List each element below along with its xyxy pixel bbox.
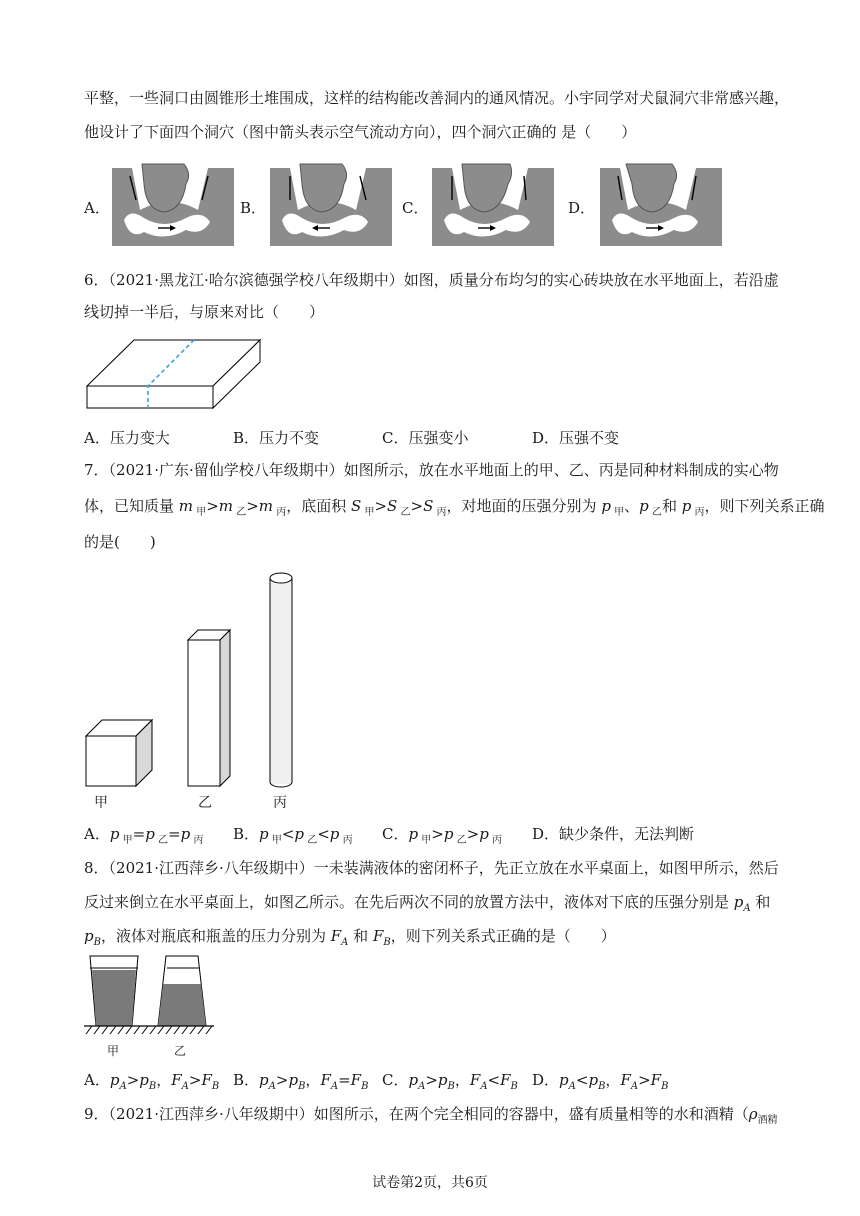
q7-text-line1: 7．（2021·广东·留仙学校八年级期中）如图所示，放在水平地面上的甲、乙、丙是同种材料制成的实心物 <box>84 461 779 479</box>
burrow-figure-d <box>598 160 724 248</box>
q7-label-yi: 乙 <box>198 795 212 811</box>
q5-option-b-label: B． <box>240 199 267 217</box>
q7-option-d: D．缺少条件，无法判断 <box>532 825 695 843</box>
q8-option-c: C．$p_A>p_B$，$F_A<F_B$ <box>382 1071 518 1092</box>
q6-text-line1: 6．（2021·黑龙江·哈尔滨德强学校八年级期中）如图，质量分布均匀的实心砖块放在水平地面上，若沿虚 <box>84 271 779 289</box>
q6-option-d: D．压强不变 <box>532 429 620 447</box>
q7-option-a: A．p $_甲$=p $_乙$=p $_丙$ <box>84 825 204 846</box>
q6-option-b: B．压力不变 <box>233 429 320 447</box>
q8-text-line3: $p_B$，液体对瓶底和瓶盖的压力分别为 $F_A$ 和 $F_B$，则下列关系式正确的是（ ） <box>84 927 616 948</box>
q8-text-line2: 反过来倒立在水平桌面上，如图乙所示。在先后两次不同的放置方法中，液体对下底的压强分别是 $p_A$ 和 <box>84 893 771 914</box>
q7-text-line3: 的是( ) <box>84 533 156 551</box>
q5-text-line1: 平整，一些洞口由圆锥形土堆围成，这样的结构能改善洞内的通风情况。小宇同学对犬鼠洞穴非常感兴趣， <box>84 89 790 107</box>
q8-label-jia: 甲 <box>107 1044 120 1058</box>
q8-text-line1: 8．（2021·江西萍乡·八年级期中）一未装满液体的密闭杯子，先正立放在水平桌面上，如图甲所示，然后 <box>84 859 779 877</box>
cups-figure <box>84 954 214 1038</box>
burrow-figure-b <box>268 160 394 248</box>
page-footer: 试卷第2页，共6页 <box>372 1175 488 1191</box>
q8-option-b: B．$p_A>p_B$，$F_A=F_B$ <box>233 1071 369 1092</box>
q5-option-d-label: D． <box>568 199 596 217</box>
q7-label-bing: 丙 <box>273 795 287 811</box>
q6-option-c: C．压强变小 <box>382 429 469 447</box>
q8-label-yi: 乙 <box>174 1044 187 1058</box>
q6-option-a: A．压力变大 <box>84 429 170 447</box>
q8-option-d: D．$p_A<p_B$，$F_A>F_B$ <box>532 1071 669 1092</box>
q7-text-line2: 体，已知质量 m $_甲$>m $_乙$>m $_丙$，底面积 S $_甲$>S $_乙$>S $_丙$，对地面的压强分别为 p $_甲$、p $_乙$和 p $_丙$，则下列关系正确 <box>84 497 825 518</box>
q9-text-line1: 9．（2021·江西萍乡·八年级期中）如图所示，在两个完全相同的容器中，盛有质量相等的水和酒精（$\rho_{酒精}$ <box>84 1105 778 1126</box>
q7-option-b: B．p $_甲$<p $_乙$<p $_丙$ <box>233 825 353 846</box>
brick-figure <box>86 338 262 412</box>
burrow-figure-a <box>110 160 236 248</box>
q7-option-c: C．p $_甲$>p $_乙$>p $_丙$ <box>382 825 503 846</box>
q8-option-a: A．$p_A>p_B$，$F_A>F_B$ <box>84 1071 220 1092</box>
q5-text-line2: 他设计了下面四个洞穴（图中箭头表示空气流动方向），四个洞穴正确的 是（ ） <box>84 123 637 141</box>
q7-label-jia: 甲 <box>94 795 108 811</box>
solids-figure <box>84 570 314 790</box>
q6-text-line2: 线切掉一半后，与原来对比（ ） <box>84 303 325 321</box>
q5-option-c-label: C． <box>402 199 429 217</box>
burrow-figure-c <box>430 160 556 248</box>
q5-option-a-label: A． <box>84 199 110 217</box>
